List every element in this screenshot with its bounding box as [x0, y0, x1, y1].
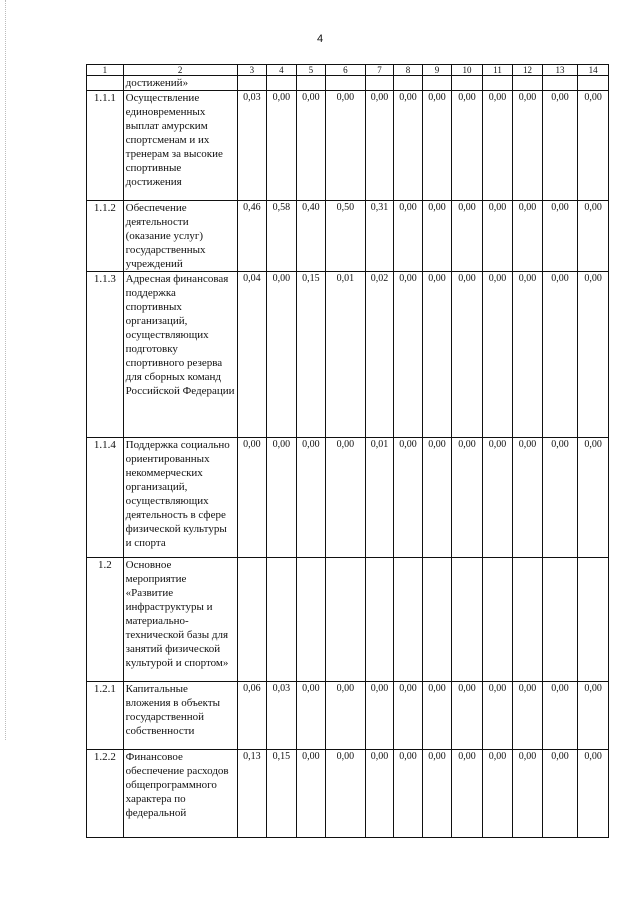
column-header-2: 2: [123, 65, 237, 76]
value-cell: [578, 76, 609, 91]
row-description: Финансовое обеспечение расходов общепрограммного характера по федеральной: [123, 750, 237, 838]
value-cell: 0,00: [542, 750, 578, 838]
row-description: Капитальные вложения в объекты государственной собственности: [123, 682, 237, 750]
value-cell: 0,00: [326, 682, 366, 750]
value-cell: 0,00: [394, 272, 422, 438]
value-cell: 0,00: [513, 682, 543, 750]
value-cell: 0,00: [452, 438, 483, 558]
row-description: Поддержка социально ориентированных некоммерческих организаций, осуществляющих деятельность в сфере физической культуры и спорта: [123, 438, 237, 558]
value-cell: 0,01: [326, 272, 366, 438]
value-cell: 0,00: [422, 91, 452, 201]
column-header-6: 6: [326, 65, 366, 76]
value-cell: 0,00: [422, 750, 452, 838]
value-cell: 0,00: [513, 750, 543, 838]
value-cell: 0,50: [326, 201, 366, 272]
value-cell: 0,00: [513, 201, 543, 272]
value-cell: 0,02: [365, 272, 393, 438]
column-header-1: 1: [87, 65, 124, 76]
value-cell: [513, 76, 543, 91]
value-cell: 0,00: [513, 91, 543, 201]
value-cell: 0,00: [482, 438, 513, 558]
column-header-3: 3: [237, 65, 267, 76]
value-cell: 0,00: [422, 201, 452, 272]
value-cell: [422, 76, 452, 91]
table-row: [87, 558, 609, 682]
value-cell: [482, 558, 513, 682]
value-cell: 0,00: [542, 682, 578, 750]
indicator-table: [86, 64, 609, 838]
value-cell: 0,00: [578, 91, 609, 201]
value-cell: [452, 558, 483, 682]
value-cell: 0,00: [422, 682, 452, 750]
value-cell: 0,00: [365, 682, 393, 750]
value-cell: [326, 76, 366, 91]
row-number: 1.2: [87, 558, 124, 682]
column-header-11: 11: [482, 65, 513, 76]
value-cell: 0,00: [296, 438, 326, 558]
row-number: 1.1.3: [87, 272, 124, 438]
table-row: [87, 438, 609, 558]
value-cell: [267, 76, 297, 91]
row-number: 1.2.2: [87, 750, 124, 838]
value-cell: 0,00: [452, 91, 483, 201]
table-row: [87, 682, 609, 750]
value-cell: 0,06: [237, 682, 267, 750]
value-cell: 0,00: [326, 91, 366, 201]
row-description: достижений»: [123, 76, 237, 91]
value-cell: 0,00: [394, 750, 422, 838]
value-cell: 0,00: [482, 682, 513, 750]
column-header-4: 4: [267, 65, 297, 76]
value-cell: 0,00: [394, 438, 422, 558]
value-cell: 0,00: [542, 272, 578, 438]
value-cell: [422, 558, 452, 682]
value-cell: 0,01: [365, 438, 393, 558]
value-cell: 0,00: [578, 201, 609, 272]
value-cell: 0,00: [578, 682, 609, 750]
value-cell: 0,00: [542, 201, 578, 272]
value-cell: 0,00: [452, 682, 483, 750]
value-cell: 0,00: [394, 682, 422, 750]
value-cell: [542, 76, 578, 91]
value-cell: 0,00: [542, 438, 578, 558]
value-cell: 0,00: [267, 272, 297, 438]
value-cell: 0,00: [482, 201, 513, 272]
value-cell: 0,00: [452, 272, 483, 438]
row-number: [87, 76, 124, 91]
value-cell: 0,00: [482, 272, 513, 438]
value-cell: 0,04: [237, 272, 267, 438]
column-header-13: 13: [542, 65, 578, 76]
value-cell: [542, 558, 578, 682]
value-cell: [578, 558, 609, 682]
table-header-row: [87, 65, 609, 76]
row-description: Обеспечение деятельности (оказание услуг) государственных учреждений: [123, 201, 237, 272]
row-description: Основное мероприятие «Развитие инфраструктуры и материально-технической базы для занятий физической культурой и спортом»: [123, 558, 237, 682]
column-header-14: 14: [578, 65, 609, 76]
column-header-10: 10: [452, 65, 483, 76]
value-cell: 0,31: [365, 201, 393, 272]
row-number: 1.1.2: [87, 201, 124, 272]
value-cell: 0,00: [452, 201, 483, 272]
column-header-7: 7: [365, 65, 393, 76]
table-row: [87, 201, 609, 272]
column-header-8: 8: [394, 65, 422, 76]
value-cell: [267, 558, 297, 682]
value-cell: 0,00: [422, 272, 452, 438]
value-cell: 0,15: [296, 272, 326, 438]
value-cell: [365, 558, 393, 682]
value-cell: 0,03: [237, 91, 267, 201]
value-cell: [394, 558, 422, 682]
value-cell: 0,46: [237, 201, 267, 272]
value-cell: 0,00: [452, 750, 483, 838]
value-cell: 0,00: [394, 201, 422, 272]
value-cell: 0,00: [513, 438, 543, 558]
value-cell: 0,00: [394, 91, 422, 201]
value-cell: [237, 558, 267, 682]
value-cell: 0,40: [296, 201, 326, 272]
column-header-9: 9: [422, 65, 452, 76]
value-cell: [237, 76, 267, 91]
value-cell: [513, 558, 543, 682]
table-row: [87, 91, 609, 201]
row-number: 1.1.1: [87, 91, 124, 201]
page-number: 4: [316, 33, 324, 45]
value-cell: 0,00: [296, 750, 326, 838]
value-cell: 0,00: [578, 438, 609, 558]
row-number: 1.1.4: [87, 438, 124, 558]
value-cell: 0,00: [237, 438, 267, 558]
value-cell: 0,00: [422, 438, 452, 558]
value-cell: 0,00: [578, 272, 609, 438]
value-cell: 0,00: [296, 91, 326, 201]
value-cell: 0,00: [578, 750, 609, 838]
value-cell: 0,03: [267, 682, 297, 750]
table-row: [87, 750, 609, 838]
value-cell: 0,00: [482, 91, 513, 201]
value-cell: 0,00: [542, 91, 578, 201]
value-cell: 0,00: [513, 272, 543, 438]
table-body: [87, 65, 609, 838]
row-number: 1.2.1: [87, 682, 124, 750]
value-cell: 0,00: [482, 750, 513, 838]
row-description: Осуществление единовременных выплат амурским спортсменам и их тренерам за высокие спортивные достижения: [123, 91, 237, 201]
value-cell: 0,15: [267, 750, 297, 838]
value-cell: 0,00: [326, 750, 366, 838]
value-cell: 0,00: [296, 682, 326, 750]
value-cell: 0,13: [237, 750, 267, 838]
value-cell: [296, 76, 326, 91]
value-cell: [452, 76, 483, 91]
value-cell: 0,00: [267, 91, 297, 201]
column-header-5: 5: [296, 65, 326, 76]
value-cell: [394, 76, 422, 91]
value-cell: [482, 76, 513, 91]
value-cell: [296, 558, 326, 682]
row-description: Адресная финансовая поддержка спортивных организаций, осуществляющих подготовку спортивного резерва для сборных команд Российской Федерации: [123, 272, 237, 438]
value-cell: [365, 76, 393, 91]
value-cell: 0,00: [365, 91, 393, 201]
table-row: [87, 76, 609, 91]
value-cell: 0,00: [365, 750, 393, 838]
value-cell: 0,58: [267, 201, 297, 272]
column-header-12: 12: [513, 65, 543, 76]
value-cell: 0,00: [326, 438, 366, 558]
value-cell: [326, 558, 366, 682]
value-cell: 0,00: [267, 438, 297, 558]
table-row: [87, 272, 609, 438]
scan-margin-mark: [5, 0, 7, 740]
